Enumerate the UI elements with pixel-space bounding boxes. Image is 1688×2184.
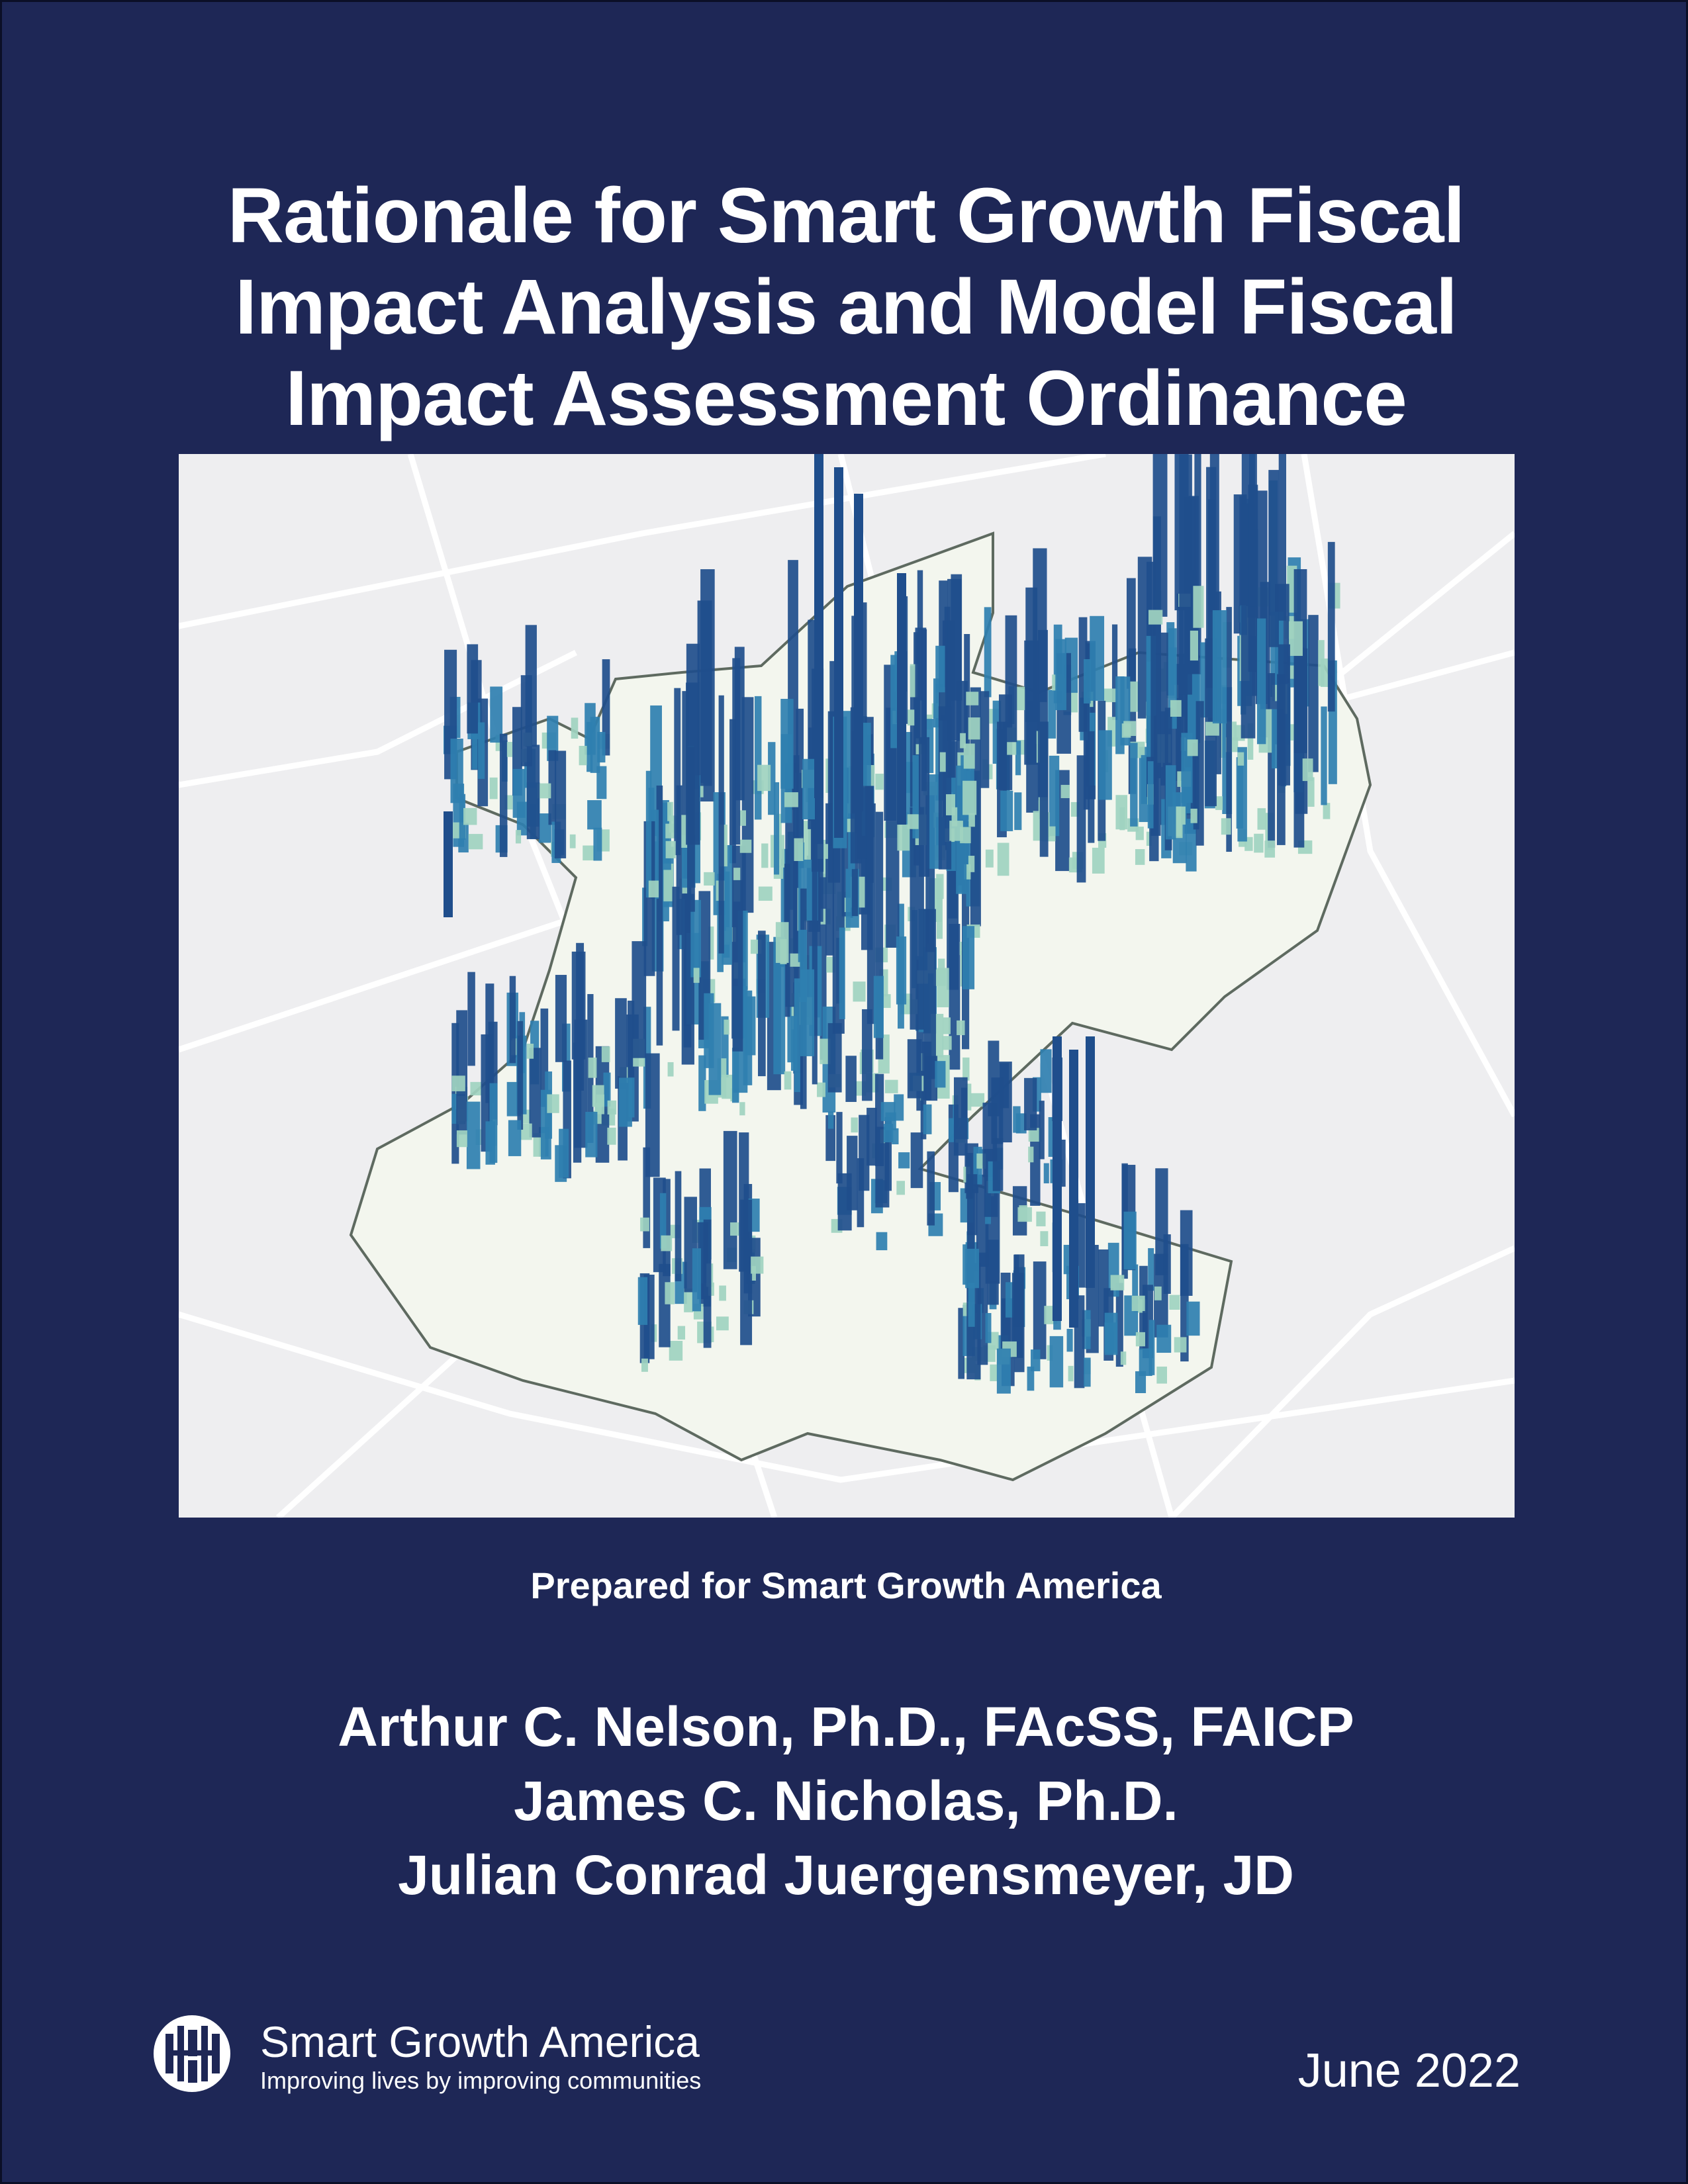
building-bar <box>951 574 962 701</box>
author-name: Arthur C. Nelson, Ph.D., FAcSS, FAICP <box>338 1696 1354 1758</box>
building-bar <box>1278 645 1290 786</box>
author-name: James C. Nicholas, Ph.D. <box>514 1770 1178 1832</box>
building-bar <box>757 765 771 791</box>
building-bar <box>1135 1371 1146 1393</box>
building-bar <box>968 813 975 827</box>
building-bar <box>1257 618 1266 744</box>
cover-3d-map-image <box>179 454 1515 1518</box>
building-bar <box>740 1200 752 1345</box>
building-bar <box>845 1056 857 1102</box>
building-bar <box>463 808 477 825</box>
building-bar <box>661 1236 672 1251</box>
building-bar <box>988 1040 999 1116</box>
building-bar <box>1136 827 1144 840</box>
building-bar <box>857 1158 865 1227</box>
building-bar <box>1025 588 1037 722</box>
prepared-for: Prepared for Smart Growth America <box>530 1565 1162 1606</box>
building-bar <box>1039 1101 1045 1159</box>
building-bar <box>1049 756 1059 836</box>
building-bar <box>733 880 743 1052</box>
building-bar <box>457 1130 467 1147</box>
building-bar <box>1135 849 1145 865</box>
building-bar <box>675 1171 682 1281</box>
author-list <box>2 1690 1688 1912</box>
building-bar <box>1154 1287 1162 1300</box>
building-bar <box>1000 791 1013 831</box>
building-bar <box>555 751 566 858</box>
building-bar <box>665 1282 675 1304</box>
building-bar <box>678 1326 685 1340</box>
building-bar <box>755 696 761 819</box>
building-bar <box>1040 1049 1051 1093</box>
building-bar <box>817 1083 825 1097</box>
building-bar <box>1169 1295 1180 1310</box>
building-bar <box>1044 1163 1049 1183</box>
building-bar <box>780 699 793 789</box>
building-bar <box>957 1021 964 1035</box>
building-bar <box>640 1218 649 1232</box>
organization-name: Smart Growth America <box>260 2017 700 2066</box>
building-bar <box>467 972 475 1066</box>
building-bar <box>1279 454 1286 621</box>
building-bar <box>758 931 766 1076</box>
building-bar <box>469 834 483 849</box>
building-bar <box>1148 1248 1154 1291</box>
building-bar <box>732 1048 739 1103</box>
building-bar <box>508 1120 521 1156</box>
building-bar <box>1238 752 1244 766</box>
building-bar <box>862 1009 872 1101</box>
building-bar <box>527 1044 534 1059</box>
building-bar <box>619 1077 632 1126</box>
building-bar <box>478 722 485 778</box>
building-bar <box>1226 607 1232 852</box>
building-bar <box>467 644 478 733</box>
smart-growth-america-logo-icon <box>152 2014 232 2093</box>
tower-bar <box>834 467 843 838</box>
building-bar <box>1193 586 1203 627</box>
building-bar <box>1156 1367 1167 1384</box>
building-bar <box>513 769 526 818</box>
building-bar <box>919 737 929 877</box>
building-bar <box>1249 454 1257 607</box>
building-bar <box>490 1083 498 1163</box>
building-bar <box>724 1020 729 1035</box>
building-bar <box>986 1313 992 1343</box>
map-illustration <box>179 454 1515 1518</box>
building-bar <box>794 839 803 861</box>
building-bar <box>1084 659 1091 704</box>
building-bar <box>649 881 659 897</box>
building-bar <box>521 675 532 766</box>
building-bar <box>1213 610 1227 723</box>
building-bar <box>1014 792 1021 830</box>
building-bar <box>954 1077 968 1156</box>
building-bar <box>704 1220 712 1348</box>
building-bar <box>585 1112 597 1158</box>
building-bar <box>911 1132 923 1188</box>
building-bar <box>1122 723 1131 737</box>
building-bar <box>915 627 927 744</box>
building-bar <box>1268 470 1279 647</box>
building-bar <box>1160 633 1168 786</box>
building-bar <box>547 1094 559 1113</box>
building-bar <box>984 607 992 697</box>
building-bar <box>886 1113 896 1130</box>
building-bar <box>607 1128 616 1145</box>
building-bar <box>759 887 773 901</box>
building-bar <box>1254 834 1263 853</box>
building-bar <box>761 843 768 868</box>
building-bar <box>709 1003 722 1095</box>
building-bar <box>452 1075 465 1091</box>
building-bar <box>980 691 990 788</box>
building-bar <box>828 1112 833 1129</box>
building-bar <box>1170 700 1182 717</box>
tower-bar <box>1069 1050 1078 1328</box>
building-bar <box>500 734 507 857</box>
building-bar <box>724 1131 737 1269</box>
building-bar <box>1013 1255 1019 1327</box>
building-bar <box>1103 688 1117 702</box>
building-bar <box>851 1117 858 1132</box>
building-bar <box>776 922 789 963</box>
tower-bar <box>444 811 453 917</box>
building-bar <box>1321 707 1327 805</box>
building-bar <box>952 807 957 827</box>
building-bar <box>587 800 602 829</box>
tower-bar <box>1053 1036 1062 1321</box>
building-bar <box>968 717 982 739</box>
building-bar <box>1303 758 1313 781</box>
building-bar <box>1115 676 1125 754</box>
building-bar <box>966 1153 972 1199</box>
building-bar <box>1067 1329 1073 1351</box>
building-bar <box>1188 739 1198 756</box>
building-bar <box>615 998 627 1089</box>
building-bar <box>966 692 978 705</box>
building-bar <box>739 1102 745 1115</box>
building-bar <box>874 976 884 1038</box>
building-bar <box>847 1136 857 1210</box>
building-bar <box>940 752 946 772</box>
building-bar <box>1328 542 1335 711</box>
building-bar <box>596 1095 604 1115</box>
building-bar <box>1308 615 1319 772</box>
building-bar <box>730 1222 739 1236</box>
building-bar <box>1166 765 1176 839</box>
building-bar <box>784 792 798 807</box>
building-bar <box>643 1148 650 1248</box>
building-bar <box>1068 1366 1074 1381</box>
building-bar <box>1258 808 1266 830</box>
building-bar <box>1036 1212 1045 1226</box>
building-bar <box>632 941 646 1058</box>
building-bar <box>1061 785 1070 798</box>
building-bar <box>885 1080 898 1093</box>
building-bar <box>490 778 498 799</box>
report-title <box>101 170 1591 444</box>
building-bar <box>927 1152 935 1226</box>
building-bar <box>588 1058 597 1078</box>
building-bar <box>694 968 700 983</box>
building-bar <box>667 802 673 821</box>
building-bar <box>1174 1337 1187 1352</box>
tower-bar <box>854 494 863 811</box>
building-bar <box>794 978 800 1092</box>
building-bar <box>990 1365 997 1381</box>
building-bar <box>646 771 651 897</box>
building-bar <box>1130 743 1137 826</box>
building-bar <box>456 1010 467 1134</box>
tower-bar <box>897 573 906 825</box>
building-bar <box>1323 803 1331 819</box>
building-bar <box>802 759 815 819</box>
building-bar <box>896 936 906 1005</box>
building-bar <box>673 887 680 1031</box>
building-bar <box>668 1062 674 1077</box>
tower-bar <box>814 454 823 798</box>
building-bar <box>1205 722 1219 736</box>
building-bar <box>1124 1212 1137 1270</box>
building-bar <box>968 856 974 872</box>
building-bar <box>719 1285 726 1300</box>
author-name: Julian Conrad Juergensmeyer, JD <box>398 1844 1294 1906</box>
publication-date: June 2022 <box>1297 2044 1521 2097</box>
building-bar <box>1050 1336 1063 1387</box>
building-bar <box>774 782 779 874</box>
building-bar <box>998 843 1009 876</box>
building-bar <box>571 717 579 739</box>
building-bar <box>942 1036 952 1050</box>
building-bar <box>986 850 994 868</box>
building-bar <box>666 841 676 858</box>
building-bar <box>962 1058 969 1081</box>
building-bar <box>704 872 714 886</box>
building-bar <box>516 830 521 843</box>
organization-block <box>260 2017 701 2095</box>
building-bar <box>1028 1147 1033 1163</box>
building-bar <box>1121 1351 1126 1365</box>
building-bar <box>898 1152 910 1168</box>
building-bar <box>1132 1296 1145 1311</box>
building-bar <box>602 1046 610 1062</box>
building-bar <box>1156 1325 1171 1353</box>
building-bar <box>997 1349 1011 1394</box>
building-bar <box>908 709 914 725</box>
building-bar <box>559 1129 569 1178</box>
building-bar <box>1164 1234 1171 1294</box>
building-bar <box>1090 616 1104 701</box>
building-bar <box>451 739 463 803</box>
building-bar <box>875 774 884 790</box>
building-bar <box>1040 721 1049 856</box>
building-bar <box>716 1316 729 1330</box>
building-bar <box>937 898 943 938</box>
building-bar <box>922 1042 931 1100</box>
building-bar <box>1190 631 1198 660</box>
building-bar <box>1099 730 1112 799</box>
building-bar <box>1006 615 1017 742</box>
building-bar <box>467 1102 481 1169</box>
building-bar <box>1017 1207 1031 1222</box>
building-bar <box>993 1138 1004 1191</box>
building-bar <box>1031 1349 1041 1371</box>
building-bar <box>828 1023 842 1093</box>
building-bar <box>570 835 576 848</box>
building-bar <box>1013 1106 1020 1132</box>
title-line: Impact Analysis and Model Fiscal <box>235 263 1457 351</box>
building-bar <box>470 1082 481 1095</box>
building-bar <box>863 723 871 786</box>
building-bar <box>839 927 845 1019</box>
building-bar <box>1196 701 1204 845</box>
building-bar <box>732 658 740 844</box>
building-bar <box>876 1232 888 1250</box>
building-bar <box>784 1071 792 1089</box>
building-bar <box>1293 648 1304 848</box>
title-line: Impact Assessment Ordinance <box>285 355 1407 443</box>
building-bar <box>686 682 700 844</box>
building-bar <box>1149 1320 1155 1375</box>
building-bar <box>962 781 976 815</box>
building-bar <box>1136 1332 1145 1346</box>
building-bar <box>669 1341 682 1361</box>
building-bar <box>962 926 974 989</box>
building-bar <box>935 646 945 692</box>
building-bar <box>1040 1231 1048 1246</box>
title-line: Rationale for Smart Growth Fiscal <box>227 172 1465 260</box>
building-bar <box>896 1181 905 1195</box>
building-bar <box>1180 1210 1193 1296</box>
building-bar <box>583 846 595 861</box>
organization-tagline: Improving lives by improving communities <box>260 2067 702 2094</box>
building-bar <box>970 1093 984 1107</box>
building-bar <box>507 742 512 757</box>
building-bar <box>1308 777 1315 807</box>
tower-bar <box>1086 1036 1095 1288</box>
building-bar <box>968 1283 975 1327</box>
building-bar <box>641 1359 648 1372</box>
building-bar <box>1092 848 1105 874</box>
building-bar <box>740 840 752 853</box>
building-bar <box>943 1017 951 1034</box>
building-bar <box>908 1039 922 1098</box>
building-bar <box>659 1264 670 1347</box>
building-bar <box>987 1240 998 1304</box>
building-bar <box>1289 621 1303 656</box>
building-bar <box>751 1257 763 1274</box>
building-bar <box>1149 610 1162 625</box>
building-bar <box>510 976 516 1064</box>
building-bar <box>692 1248 701 1311</box>
building-bar <box>1055 639 1066 710</box>
building-bar <box>638 1277 647 1325</box>
building-bar <box>517 1021 523 1130</box>
building-bar <box>1191 809 1197 823</box>
building-bar <box>1153 454 1168 617</box>
building-bar <box>597 732 605 762</box>
building-bar <box>719 696 724 954</box>
building-bar <box>1318 640 1325 686</box>
building-bar <box>1221 818 1231 835</box>
building-bar <box>923 1105 932 1134</box>
building-bar <box>555 975 567 1062</box>
building-bar <box>1024 1078 1037 1130</box>
building-bar <box>965 1249 979 1288</box>
building-bar <box>853 981 865 1001</box>
building-bar <box>908 814 919 829</box>
building-bar <box>836 1112 842 1183</box>
building-bar <box>1084 1357 1090 1387</box>
building-bar <box>935 1061 945 1087</box>
building-bar <box>1186 1302 1199 1336</box>
building-bar <box>593 828 602 861</box>
building-bar <box>1111 1275 1125 1290</box>
building-bar <box>674 688 680 856</box>
building-bar <box>800 970 814 1056</box>
building-bar <box>960 733 966 749</box>
building-bar <box>579 746 587 765</box>
building-bar <box>1115 795 1127 829</box>
building-bar <box>1104 1322 1117 1353</box>
building-bar <box>608 1101 616 1115</box>
building-bar <box>1148 761 1154 828</box>
building-bar <box>939 706 951 869</box>
building-bar <box>1264 841 1275 858</box>
